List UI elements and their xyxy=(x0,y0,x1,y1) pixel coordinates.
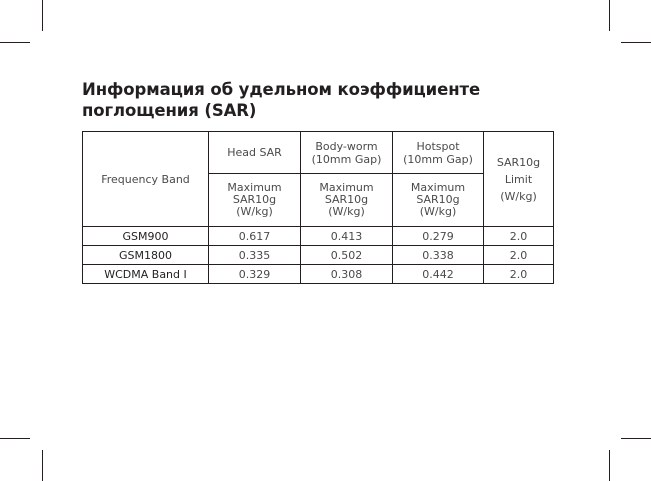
crop-mark-top-left xyxy=(42,0,43,31)
head-sar-cell: 0.329 xyxy=(209,265,301,284)
head-sar-cell: 0.617 xyxy=(209,227,301,246)
table-row xyxy=(83,227,554,246)
crop-mark-bottom-left xyxy=(42,450,43,481)
max-line-2: SAR10g xyxy=(324,193,369,206)
max-line-1: Maximum xyxy=(319,181,374,194)
hotspot-header-gap: (10mm Gap) xyxy=(403,152,473,166)
body-worn-header-gap: (10mm Gap) xyxy=(311,152,382,166)
body-sar-cell: 0.502 xyxy=(301,246,393,265)
limit-cell: 2.0 xyxy=(484,265,554,284)
head-sar-cell: 0.335 xyxy=(209,246,301,265)
table-row xyxy=(83,246,554,265)
limit-cell: 2.0 xyxy=(484,227,554,246)
head-max-sar-subheader xyxy=(209,174,301,227)
body-worn-header xyxy=(301,132,393,174)
hotspot-header-line: Hotspot xyxy=(416,139,460,153)
body-sar-cell: 0.308 xyxy=(301,265,393,284)
hotspot-header xyxy=(393,132,484,174)
limit-cell: 2.0 xyxy=(484,246,554,265)
hotspot-max-sar-subheader xyxy=(393,174,484,227)
crop-mark-top-right xyxy=(609,0,610,31)
page-title xyxy=(82,79,562,121)
max-line-3: (W/kg) xyxy=(236,205,273,218)
crop-mark-bottom-right xyxy=(621,438,651,439)
table-row xyxy=(83,265,554,284)
head-sar-header: Head SAR xyxy=(209,132,301,174)
body-worn-header-line: Body-worm xyxy=(315,139,378,153)
crop-mark-bottom-left xyxy=(0,438,30,439)
hotspot-sar-cell: 0.442 xyxy=(393,265,484,284)
table-header-row xyxy=(83,132,554,174)
max-line-3: (W/kg) xyxy=(328,205,365,218)
band-cell: GSM900 xyxy=(83,227,209,246)
limit-line-1: SAR10g xyxy=(496,155,541,169)
max-line-1: Maximum xyxy=(410,181,466,194)
band-cell: GSM1800 xyxy=(83,246,209,265)
max-line-1: Maximum xyxy=(227,181,282,194)
title-line-1: Информация об удельном коэффициенте xyxy=(82,80,481,99)
crop-mark-top-right xyxy=(621,42,651,43)
max-line-2: SAR10g xyxy=(416,193,460,206)
limit-line-3: (W/kg) xyxy=(500,189,537,203)
band-cell: WCDMA Band I xyxy=(83,265,209,284)
sar-limit-header xyxy=(484,132,554,227)
sar-table xyxy=(82,131,554,284)
frequency-band-header: Frequency Band xyxy=(83,132,209,227)
crop-mark-top-left xyxy=(0,42,30,43)
hotspot-sar-cell: 0.279 xyxy=(393,227,484,246)
hotspot-sar-cell: 0.338 xyxy=(393,246,484,265)
limit-line-2: Limit xyxy=(504,172,533,186)
max-line-3: (W/kg) xyxy=(419,205,457,218)
title-line-2: поглощения (SAR) xyxy=(82,101,257,120)
body-sar-cell: 0.413 xyxy=(301,227,393,246)
max-line-2: SAR10g xyxy=(232,193,277,206)
body-max-sar-subheader xyxy=(301,174,393,227)
crop-mark-bottom-right xyxy=(609,450,610,481)
